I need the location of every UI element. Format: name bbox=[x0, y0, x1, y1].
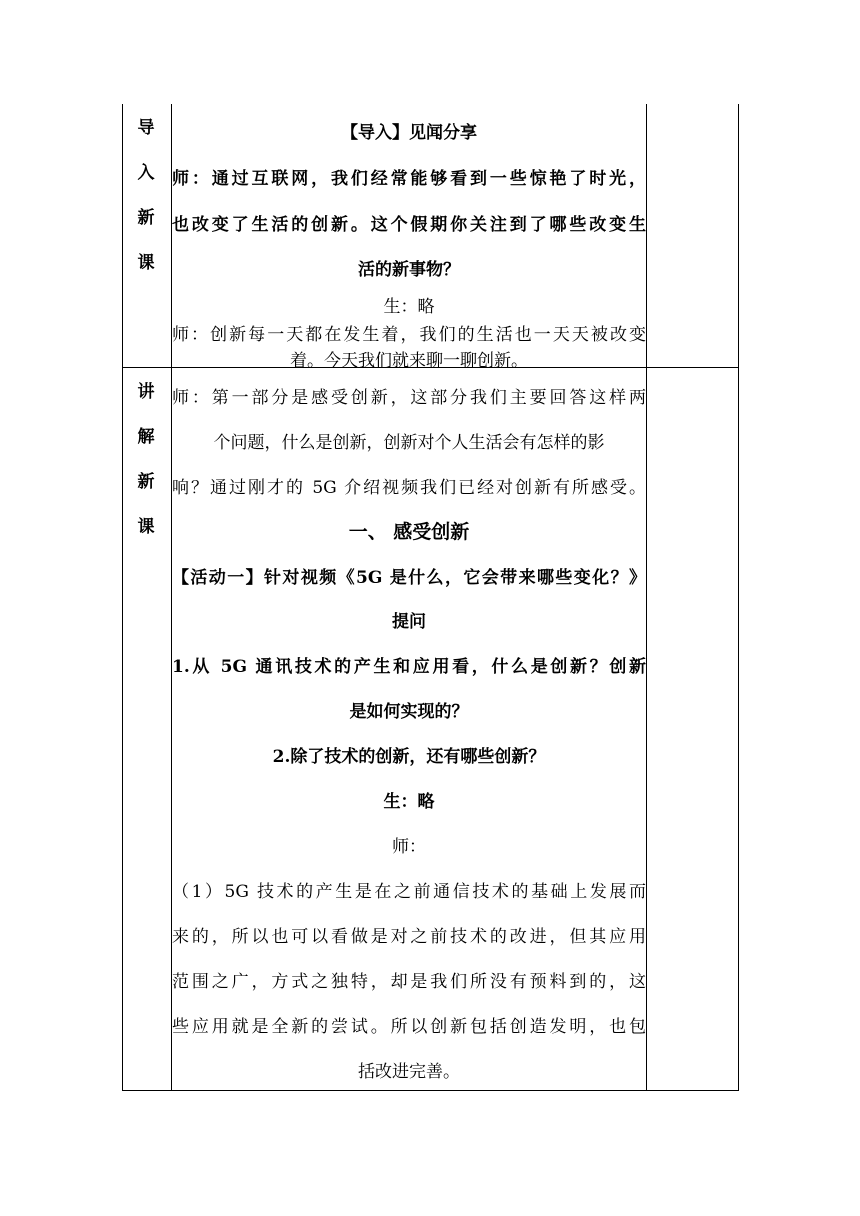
paragraph-line: 师：第一部分是感受创新，这部分我们主要回答这样两 bbox=[172, 388, 646, 408]
paragraph-line: 活的新事物？ bbox=[358, 260, 460, 280]
label-char: 导 bbox=[137, 118, 155, 138]
row-label-lecture bbox=[122, 370, 170, 550]
section-heading: 【导入】见闻分享 bbox=[341, 123, 477, 143]
label-char: 解 bbox=[137, 427, 155, 447]
table-column-divider bbox=[646, 104, 647, 1090]
paragraph-line: 些应用就是全新的尝试。所以创新包括创造发明，也包 bbox=[172, 1017, 646, 1037]
table-bottom-border bbox=[122, 1090, 739, 1091]
paragraph-line: 生：略 bbox=[383, 792, 435, 812]
section-heading: 一、 感受创新 bbox=[348, 521, 470, 543]
question-line: 1.从 5G 通讯技术的产生和应用看，什么是创新？创新 bbox=[172, 657, 646, 677]
table-right-border bbox=[738, 104, 739, 1090]
label-char: 新 bbox=[137, 472, 155, 492]
label-char: 课 bbox=[137, 517, 155, 537]
paragraph-line: 响？通过刚才的 5G 介绍视频我们已经对创新有所感受。 bbox=[172, 478, 646, 498]
label-char: 讲 bbox=[137, 382, 155, 402]
label-char: 课 bbox=[137, 253, 155, 273]
label-char: 入 bbox=[137, 163, 155, 183]
row-label-intro bbox=[122, 106, 170, 286]
paragraph-line: 师： bbox=[392, 837, 426, 857]
paragraph-line: 师：通过互联网，我们经常能够看到一些惊艳了时光， bbox=[172, 169, 646, 189]
paragraph-line: 括改进完善。 bbox=[358, 1062, 460, 1082]
paragraph-line: 个问题，什么是创新，创新对个人生活会有怎样的影 bbox=[213, 433, 605, 453]
paragraph-line: 也改变了生活的创新。这个假期你关注到了哪些改变生 bbox=[172, 215, 646, 235]
question-line: 是如何实现的？ bbox=[349, 702, 469, 722]
paragraph-line: 生：略 bbox=[383, 297, 435, 317]
paragraph-line: 提问 bbox=[392, 612, 426, 632]
label-char: 新 bbox=[137, 208, 155, 228]
paragraph-line: 着。今天我们就来聊一聊创新。 bbox=[290, 351, 528, 371]
paragraph-line: 范围之广，方式之独特，却是我们所没有预料到的，这 bbox=[172, 972, 646, 992]
paragraph-line: 来的，所以也可以看做是对之前技术的改进，但其应用 bbox=[172, 927, 646, 947]
paragraph-line: （1）5G 技术的产生是在之前通信技术的基础上发展而 bbox=[172, 882, 646, 902]
paragraph-line: 师：创新每一天都在发生着，我们的生活也一天天被改变 bbox=[172, 325, 646, 345]
activity-title: 【活动一】针对视频《5G 是什么，它会带来哪些变化？》 bbox=[172, 568, 646, 588]
question-line: 2.除了技术的创新，还有哪些创新？ bbox=[272, 747, 546, 767]
